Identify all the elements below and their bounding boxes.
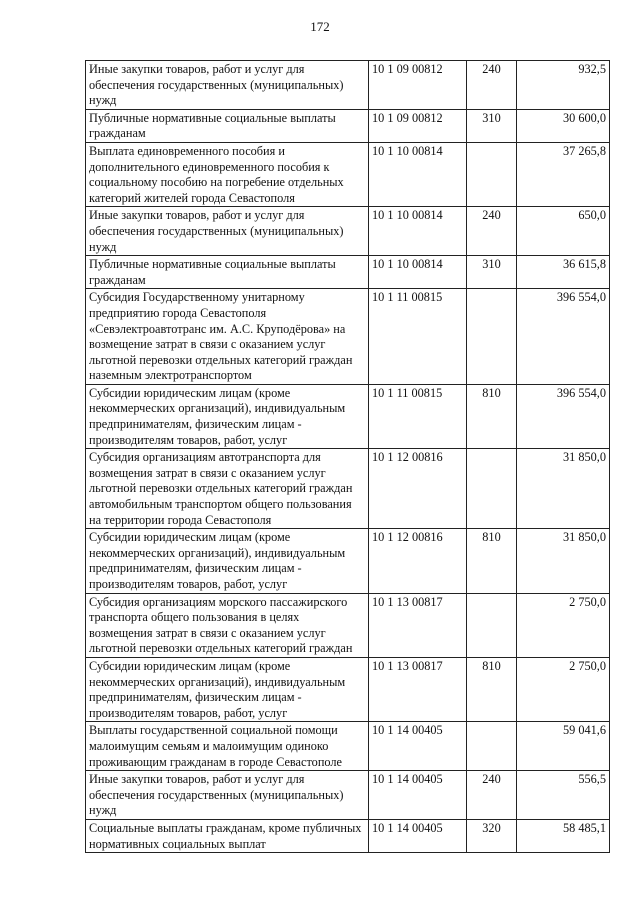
table-row <box>86 819 610 852</box>
cell-expense-type: 310 <box>467 256 517 289</box>
cell-amount: 58 485,1 <box>517 819 610 852</box>
table-row <box>86 593 610 657</box>
table-row <box>86 61 610 110</box>
table-row <box>86 529 610 593</box>
cell-target-code: 10 1 10 00814 <box>369 256 467 289</box>
table-row <box>86 207 610 256</box>
cell-expense-type <box>467 142 517 206</box>
cell-description: Публичные нормативные социальные выплаты гражданам <box>86 256 369 289</box>
cell-description: Социальные выплаты гражданам, кроме публичных нормативных социальных выплат <box>86 819 369 852</box>
cell-amount: 31 850,0 <box>517 529 610 593</box>
cell-amount: 932,5 <box>517 61 610 110</box>
cell-amount: 37 265,8 <box>517 142 610 206</box>
cell-target-code: 10 1 12 00816 <box>369 449 467 529</box>
table-row <box>86 722 610 771</box>
cell-expense-type: 320 <box>467 819 517 852</box>
cell-description: Субсидии юридическим лицам (кроме некоммерческих организаций), индивидуальным предпринимателям, физическим лицам - производителям товаров, работ, услуг <box>86 384 369 448</box>
cell-description: Субсидия организациям автотранспорта для возмещения затрат в связи с оказанием услуг льготной перевозки отдельных категорий граждан автомобильным транспортом общего пользования на территории города Севастополя <box>86 449 369 529</box>
cell-target-code: 10 1 09 00812 <box>369 109 467 142</box>
budget-table <box>85 60 610 853</box>
cell-amount: 31 850,0 <box>517 449 610 529</box>
cell-target-code: 10 1 14 00405 <box>369 722 467 771</box>
cell-amount: 30 600,0 <box>517 109 610 142</box>
cell-amount: 556,5 <box>517 771 610 820</box>
cell-description: Выплаты государственной социальной помощи малоимущим семьям и малоимущим одиноко проживающим гражданам в городе Севастополе <box>86 722 369 771</box>
cell-description: Субсидии юридическим лицам (кроме некоммерческих организаций), индивидуальным предпринимателям, физическим лицам - производителям товаров, работ, услуг <box>86 657 369 721</box>
table-row <box>86 771 610 820</box>
table-row <box>86 109 610 142</box>
cell-target-code: 10 1 13 00817 <box>369 657 467 721</box>
table-row <box>86 256 610 289</box>
cell-description: Выплата единовременного пособия и дополнительного единовременного пособия к социальному пособию на погребение отдельных категорий жителей города Севастополя <box>86 142 369 206</box>
cell-target-code: 10 1 12 00816 <box>369 529 467 593</box>
cell-expense-type: 240 <box>467 771 517 820</box>
cell-expense-type: 810 <box>467 529 517 593</box>
cell-target-code: 10 1 10 00814 <box>369 207 467 256</box>
cell-target-code: 10 1 11 00815 <box>369 384 467 448</box>
page-number: 172 <box>310 19 330 34</box>
cell-target-code: 10 1 14 00405 <box>369 819 467 852</box>
cell-target-code: 10 1 13 00817 <box>369 593 467 657</box>
cell-amount: 36 615,8 <box>517 256 610 289</box>
table-row <box>86 657 610 721</box>
cell-description: Иные закупки товаров, работ и услуг для обеспечения государственных (муниципальных) нужд <box>86 61 369 110</box>
cell-target-code: 10 1 10 00814 <box>369 142 467 206</box>
cell-target-code: 10 1 09 00812 <box>369 61 467 110</box>
cell-description: Субсидия Государственному унитарному предприятию города Севастополя «Севэлектроавтотранс им. А.С. Круподёрова» на возмещение затрат в связи с оказанием услуг льготной перевозки отдельных категорий граждан наземным электротранспортом <box>86 289 369 385</box>
cell-expense-type: 240 <box>467 61 517 110</box>
table-row <box>86 449 610 529</box>
cell-target-code: 10 1 14 00405 <box>369 771 467 820</box>
cell-amount: 59 041,6 <box>517 722 610 771</box>
cell-description: Субсидии юридическим лицам (кроме некоммерческих организаций), индивидуальным предпринимателям, физическим лицам - производителям товаров, работ, услуг <box>86 529 369 593</box>
cell-expense-type <box>467 449 517 529</box>
cell-expense-type: 810 <box>467 384 517 448</box>
cell-description: Публичные нормативные социальные выплаты гражданам <box>86 109 369 142</box>
cell-description: Иные закупки товаров, работ и услуг для обеспечения государственных (муниципальных) нужд <box>86 207 369 256</box>
cell-description: Иные закупки товаров, работ и услуг для обеспечения государственных (муниципальных) нужд <box>86 771 369 820</box>
cell-expense-type: 310 <box>467 109 517 142</box>
table-row <box>86 289 610 385</box>
cell-amount: 2 750,0 <box>517 657 610 721</box>
cell-target-code: 10 1 11 00815 <box>369 289 467 385</box>
cell-amount: 396 554,0 <box>517 384 610 448</box>
cell-amount: 650,0 <box>517 207 610 256</box>
table-body <box>86 61 610 853</box>
cell-expense-type <box>467 289 517 385</box>
cell-expense-type: 240 <box>467 207 517 256</box>
cell-expense-type <box>467 722 517 771</box>
cell-expense-type <box>467 593 517 657</box>
cell-expense-type: 810 <box>467 657 517 721</box>
cell-amount: 2 750,0 <box>517 593 610 657</box>
table-row <box>86 384 610 448</box>
cell-amount: 396 554,0 <box>517 289 610 385</box>
cell-description: Субсидия организациям морского пассажирского транспорта общего пользования в целях возмещения затрат в связи с оказанием услуг льготной перевозки отдельных категорий граждан <box>86 593 369 657</box>
table-row <box>86 142 610 206</box>
